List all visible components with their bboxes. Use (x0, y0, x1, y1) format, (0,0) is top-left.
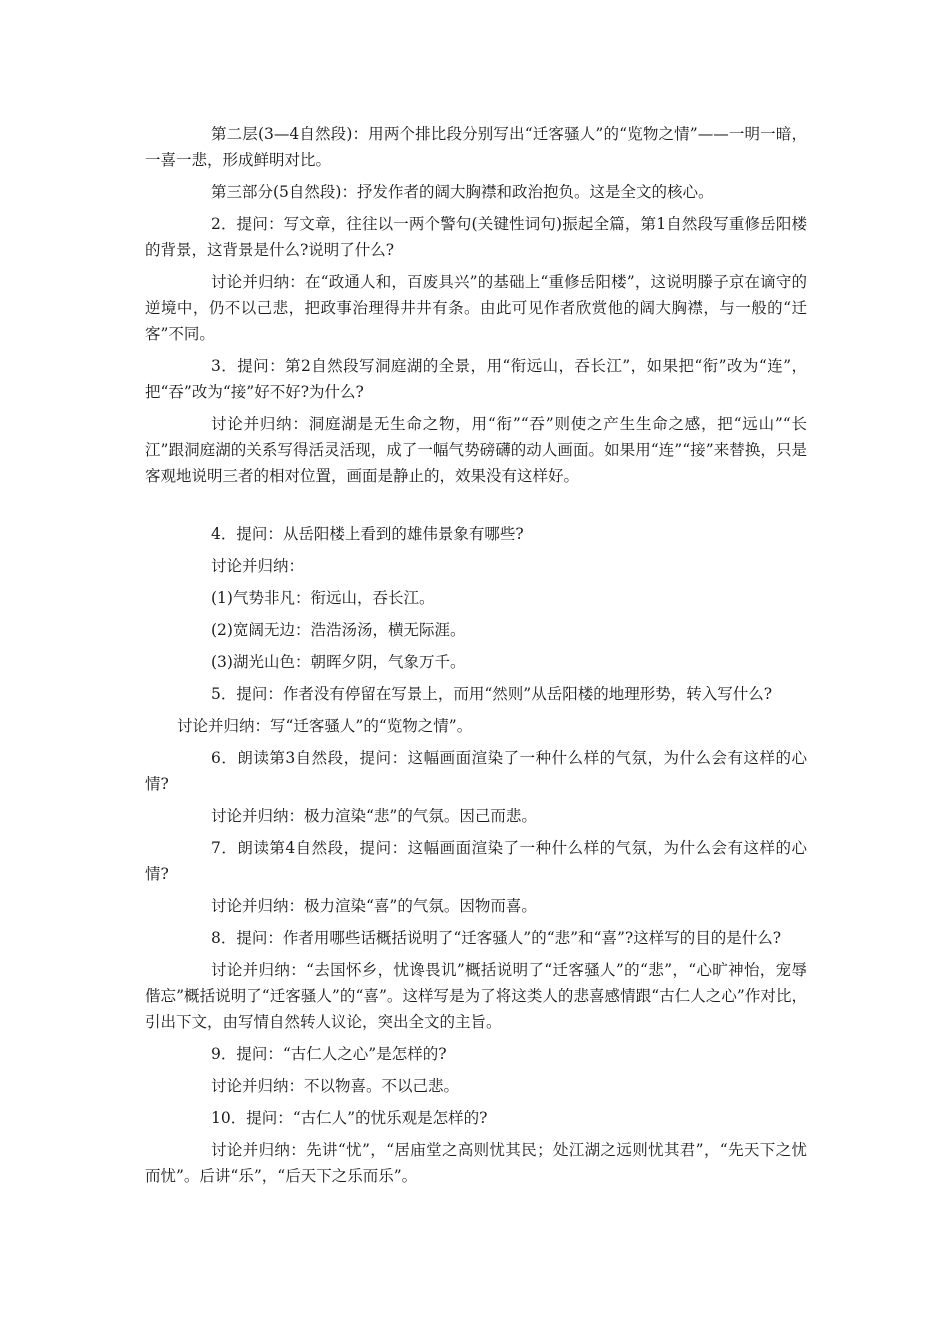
question-10: 10．提问：“古仁人”的忧乐观是怎样的? (211, 1109, 488, 1127)
answer-7: 讨论并归纳：极力渲染“喜”的气氛。因物而喜。 (211, 897, 537, 915)
answer-3: 讨论并归纳：洞庭湖是无生命之物，用“衔”“吞”则使之产生生命之感，把“远山”“长江”跟洞庭湖的关系写得活灵活现，成了一幅气势磅礴的动人画面。如果用“连”“接”来替换，只是客观地说明三者的相对位置，画面是静止的，效果没有这样好。 (145, 415, 807, 485)
document-body (145, 121, 807, 1195)
question-2: 2．提问：写文章，往往以一两个警句(关键性词句)振起全篇，第1自然段写重修岳阳楼的背景，这背景是什么?说明了什么? (145, 215, 807, 259)
answer-6: 讨论并归纳：极力渲染“悲”的气氛。因己而悲。 (211, 807, 537, 825)
question-4: 4．提问：从岳阳楼上看到的雄伟景象有哪些? (211, 525, 524, 543)
question-9: 9．提问：“古仁人之心”是怎样的? (211, 1045, 447, 1063)
answer-9: 讨论并归纳：不以物喜。不以己悲。 (211, 1077, 460, 1095)
question-5: 5．提问：作者没有停留在写景上，而用“然则”从岳阳楼的地理形势，转入写什么? (211, 685, 773, 703)
answer-2: 讨论并归纳：在“政通人和，百废具兴”的基础上“重修岳阳楼”，这说明滕子京在谪守的逆境中，仍不以己悲，把政事治理得井井有条。由此可见作者欣赏他的阔大胸襟，与一般的“迁客”不同。 (145, 273, 807, 343)
answer-4-item-3: (3)湖光山色：朝晖夕阴，气象万千。 (211, 653, 466, 671)
answer-5: 讨论并归纳：写“迁客骚人”的“览物之情”。 (177, 717, 473, 735)
answer-8: 讨论并归纳：“去国怀乡，忧谗畏讥”概括说明了“迁客骚人”的“悲”，“心旷神怡，宠辱偕忘”概括说明了“迁客骚人”的“喜”。这样写是为了将这类人的悲喜感情跟“古仁人之心”作对比，引出下文，由写情自然转人议论，突出全文的主旨。 (145, 961, 807, 1031)
answer-10: 讨论并归纳：先讲“忧”，“居庙堂之高则忧其民；处江湖之远则忧其君”，“先天下之忧而忧”。后讲“乐”，“后天下之乐而乐”。 (145, 1141, 807, 1185)
answer-4-item-1: (1)气势非凡：衔远山，吞长江。 (211, 589, 435, 607)
question-8: 8．提问：作者用哪些话概括说明了“迁客骚人”的“悲”和“喜”?这样写的目的是什么? (211, 929, 782, 947)
answer-4-item-2: (2)宽阔无边：浩浩汤汤，横无际涯。 (211, 621, 466, 639)
question-3: 3．提问：第2自然段写洞庭湖的全景，用“衔远山，吞长江”，如果把“衔”改为“连”，把“吞”改为“接”好不好?为什么? (145, 357, 807, 401)
question-7: 7．朗读第4自然段，提问：这幅画面渲染了一种什么样的气氛，为什么会有这样的心情? (145, 839, 807, 883)
answer-4-intro: 讨论并归纳： (211, 557, 305, 575)
paragraph-part-three: 第三部分(5自然段)：抒发作者的阔大胸襟和政治抱负。这是全文的核心。 (211, 183, 714, 201)
paragraph-level-two: 第二层(3—4自然段)：用两个排比段分别写出“迁客骚人”的“览物之情”——一明一暗，一喜一悲，形成鲜明对比。 (145, 125, 807, 169)
question-6: 6．朗读第3自然段，提问：这幅画面渲染了一种什么样的气氛，为什么会有这样的心情? (145, 749, 807, 793)
blank-line (145, 495, 807, 521)
